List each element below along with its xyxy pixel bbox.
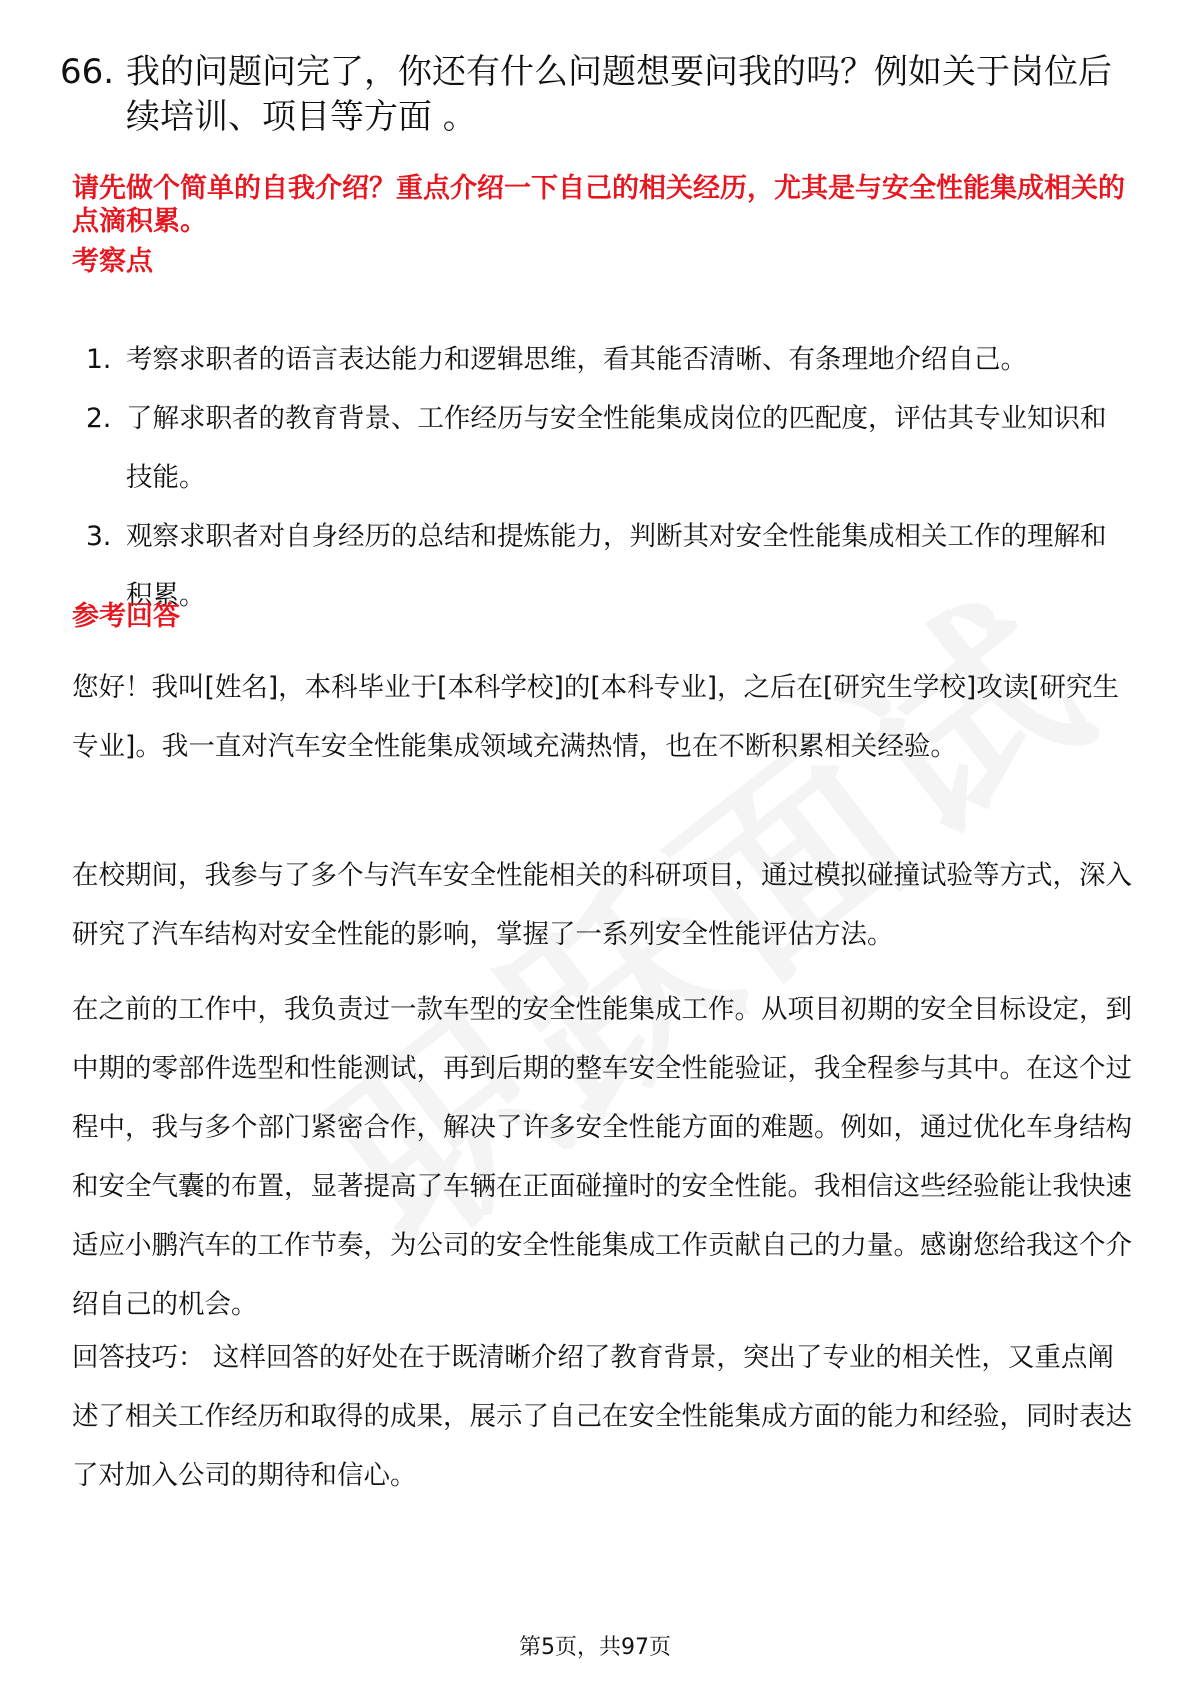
question-number: 66. xyxy=(60,52,115,92)
list-item-text: 观察求职者对自身经历的总结和提炼能力，判断其对安全性能集成相关工作的理解和积累。 xyxy=(126,521,1107,611)
list-item-text: 考察求职者的语言表达能力和逻辑思维，看其能否清晰、有条理地介绍自己。 xyxy=(126,344,1027,375)
list-item xyxy=(72,330,1132,389)
answer-paragraph-school: 在校期间，我参与了多个与汽车安全性能相关的科研项目，通过模拟碰撞试验等方式，深入研究了汽车结构对安全性能的影响，掌握了一系列安全性能评估方法。 xyxy=(72,860,1132,950)
exam-points-heading: 考察点 xyxy=(72,246,153,277)
reference-answer-heading: 参考回答 xyxy=(72,601,180,632)
question-text: 我的问题问完了，你还有什么问题想要问我的吗？例如关于岗位后续培训、项目等方面 。 xyxy=(126,52,1112,137)
list-item-number: 2. xyxy=(86,403,112,434)
list-item-number: 1. xyxy=(86,344,112,375)
answer-paragraph-work: 在之前的工作中，我负责过一款车型的安全性能集成工作。从项目初期的安全目标设定，到中期的零部件选型和性能测试，再到后期的整车安全性能验证，我全程参与其中。在这个过程中，我与多个部门紧密合作，解决了许多安全性能方面的难题。例如，通过优化车身结构和安全气囊的布置，显著提高了车辆在正面碰撞时的安全性能。我相信这些经验能让我快速适应小鹏汽车的工作节奏，为公司的安全性能集成工作贡献自己的力量。感谢您给我这个介绍自己的机会。 xyxy=(72,994,1132,1320)
list-item-number: 3. xyxy=(86,521,112,552)
exam-points-list xyxy=(72,330,1132,625)
list-item-text: 了解求职者的教育背景、工作经历与安全性能集成岗位的匹配度，评估其专业知识和技能。 xyxy=(126,403,1107,493)
answer-tips: 回答技巧： 这样回答的好处在于既清晰介绍了教育背景，突出了专业的相关性，又重点阐述了相关工作经历和取得的成果，展示了自己在安全性能集成方面的能力和经验，同时表达了对加入公司的期待和信心。 xyxy=(72,1342,1132,1491)
list-item xyxy=(72,389,1132,507)
list-item xyxy=(72,507,1132,625)
page-footer: 第5页，共97页 xyxy=(519,1635,671,1660)
highlighted-question: 请先做个简单的自我介绍？重点介绍一下自己的相关经历，尤其是与安全性能集成相关的点滴积累。 xyxy=(72,173,1125,237)
answer-paragraph-intro: 您好！我叫[姓名]，本科毕业于[本科学校]的[本科专业]，之后在[研究生学校]攻读[研究生专业]。我一直对汽车安全性能集成领域充满热情，也在不断积累相关经验。 xyxy=(72,672,1120,762)
question-title xyxy=(60,50,1130,140)
